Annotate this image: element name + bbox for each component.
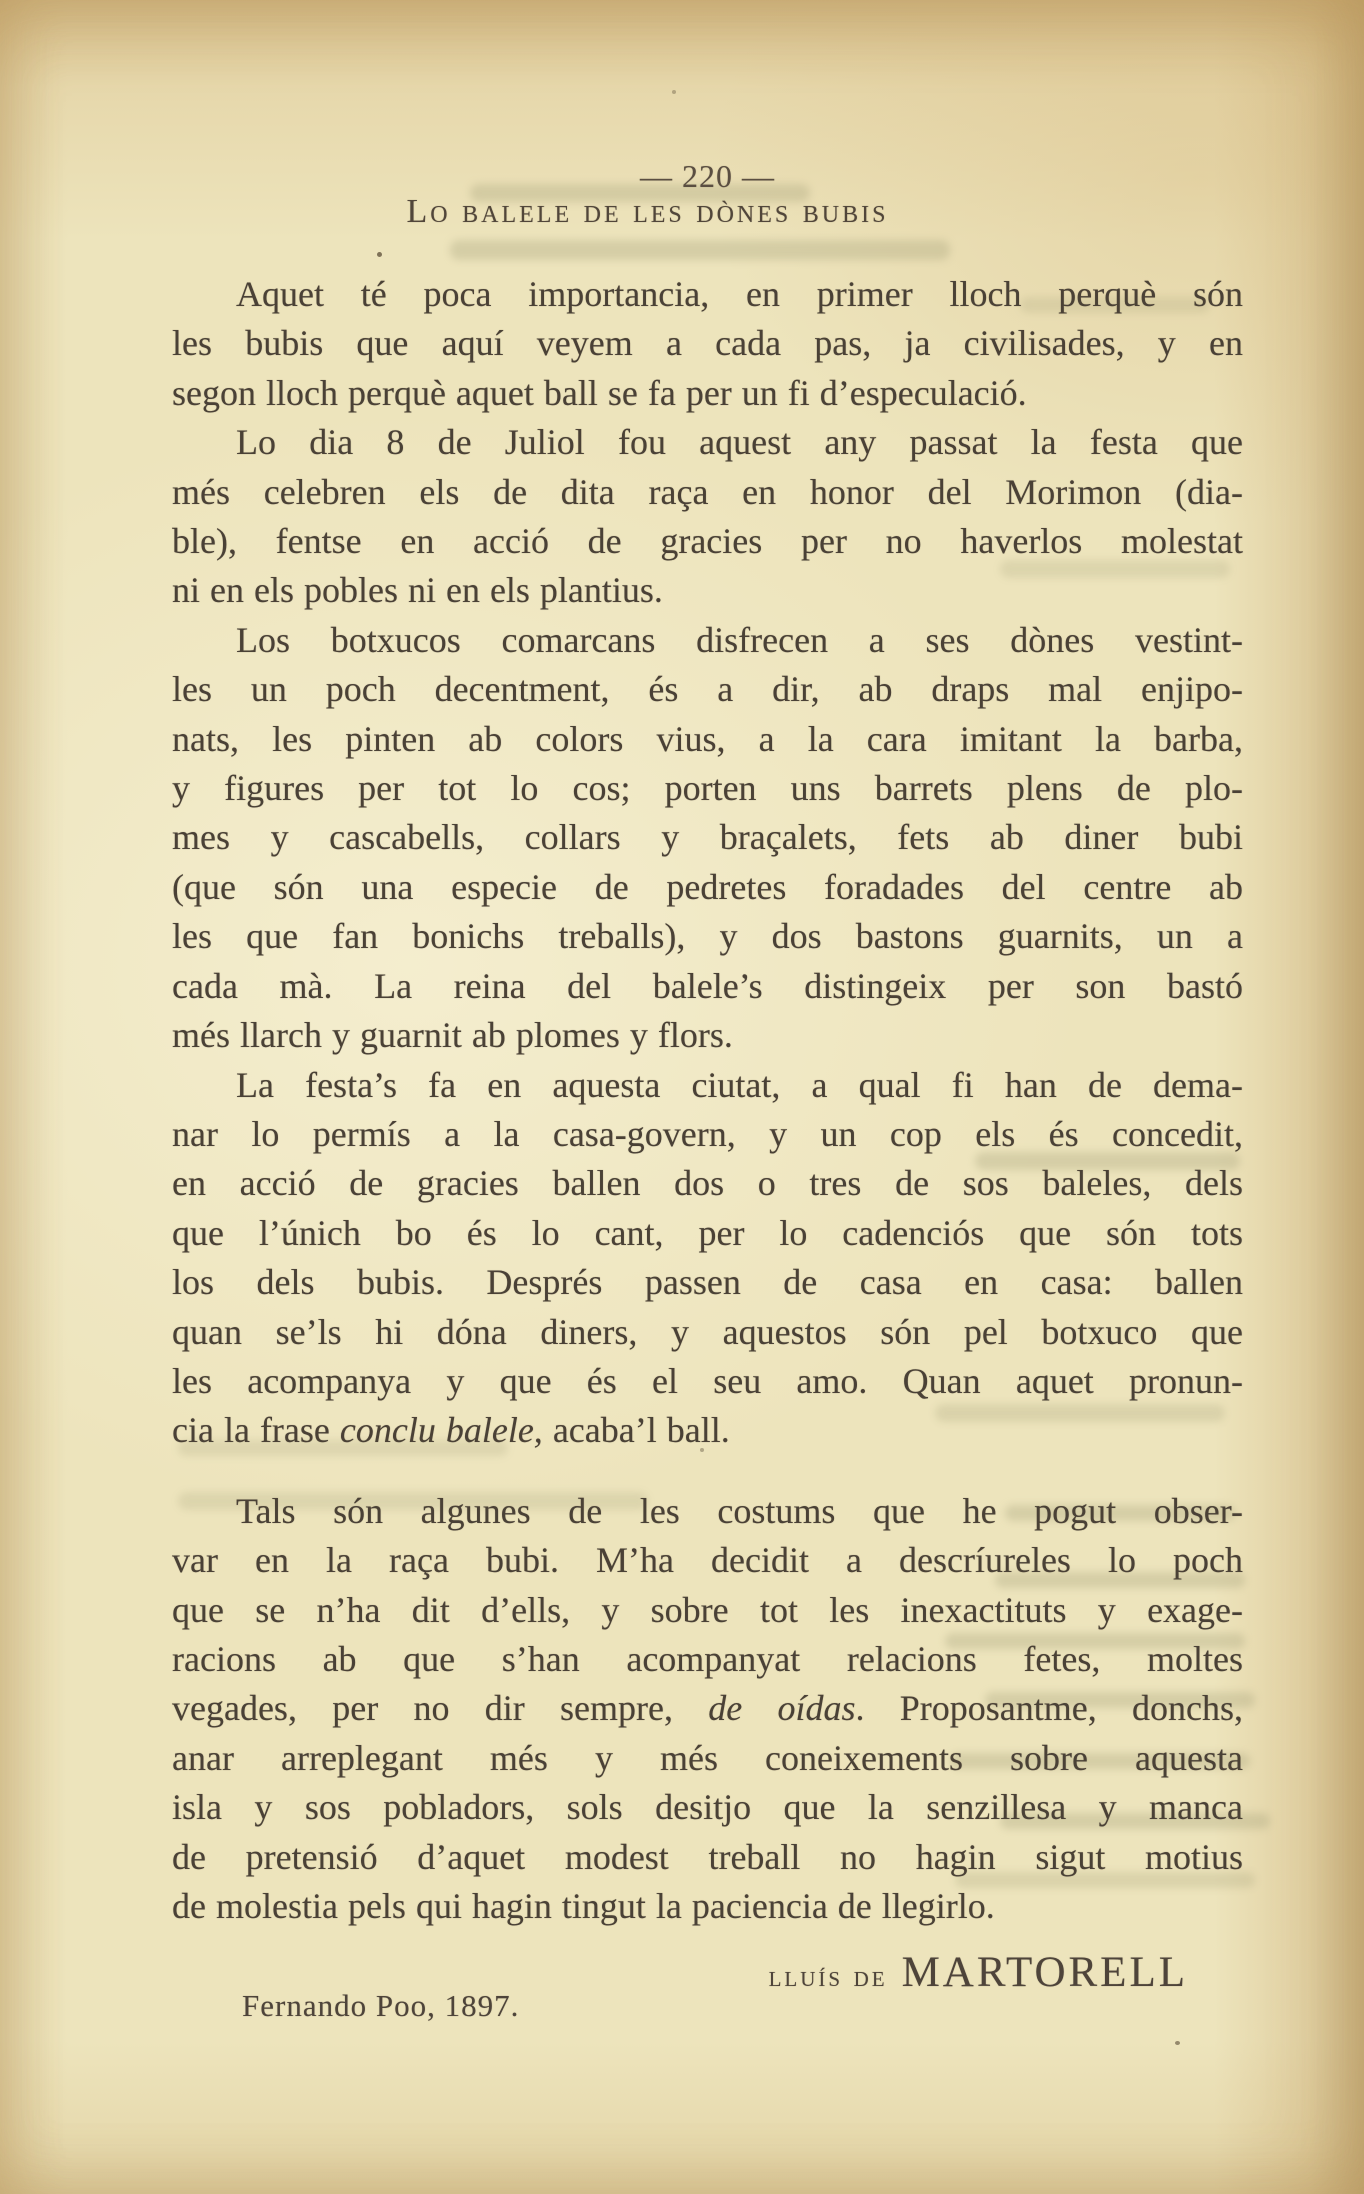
text-line: de molestia pels qui hagin tingut la paciencia de llegirlo. [172, 1886, 995, 1926]
text-line: Los botxucos comarcans disfrecen a ses dònes vestint- [236, 619, 1243, 660]
text-line: mes y cascabells, collars y braçalets, fets ab diner bubi [172, 817, 1243, 858]
author-signature [769, 1948, 1188, 1997]
author-honorific: lluís de [768, 1960, 888, 1993]
page-number: — 220 — [640, 158, 775, 194]
paragraph [172, 270, 1243, 418]
text-line: y figures per tot lo cos; porten uns barrets plens de plo- [172, 768, 1243, 809]
text-line: Lo dia 8 de Juliol fou aquest any passat la festa que [236, 422, 1243, 463]
paper-speck [1175, 2041, 1180, 2045]
text-line: segon lloch perquè aquet ball se fa per un fi d’especulació. [172, 372, 1027, 413]
text-line: La festa’s fa en aquesta ciutat, a qual fi han de dema- [236, 1064, 1243, 1105]
text-line: anar arreplegant més y més coneixements sobre aquesta [172, 1737, 1243, 1778]
text-line: vegades, per no dir sempre, de oídas. Proposantme, donchs, [172, 1688, 1243, 1729]
text-line: isla y sos pobladors, sols desitjo que la senzillesa y manca [172, 1787, 1243, 1828]
text-line: les un poch decentment, és a dir, ab draps mal enjipo- [172, 669, 1243, 710]
dateline: Fernando Poo, 1897. [242, 1988, 520, 2023]
text-line: les que fan bonichs treballs), y dos bastons guarnits, un a [172, 916, 1243, 957]
text-line: (que són una especie de pedretes foradades del centre ab [172, 866, 1243, 907]
text-line: Tals són algunes de les costums que he pogut obser- [236, 1490, 1243, 1531]
text-line: més llarch y guarnit ab plomes y flors. [172, 1015, 733, 1056]
paragraph [172, 616, 1243, 1061]
text-line: quan se’ls hi dóna diners, y aquestos són pel botxuco que [172, 1311, 1243, 1352]
text-line: ble), fentse en acció de gracies per no haverlos molestat [172, 521, 1243, 562]
paper-speck [672, 90, 676, 94]
text-line: nar lo permís a la casa-govern, y un cop els és concedit, [172, 1113, 1243, 1154]
text-line: var en la raça bubi. M’ha decidit a descríureles lo poch [172, 1540, 1243, 1581]
text-line: les acompanya y que és el seu amo. Quan aquet pronun- [172, 1360, 1243, 1401]
text-line: racions ab que s’han acompanyat relacions fetes, moltes [172, 1638, 1243, 1679]
text-body [172, 270, 1243, 1931]
paragraph [172, 418, 1243, 616]
text-line: nats, les pinten ab colors vius, a la cara imitant la barba, [172, 718, 1243, 759]
text-line: que l’únich bo és lo cant, per lo cadenciós que són tots [172, 1212, 1243, 1253]
text-line: ni en els pobles ni en els plantius. [172, 570, 663, 611]
text-line: més celebren els de dita raça en honor del Morimon (dia- [172, 471, 1243, 512]
text-line: de pretensió d’aquet modest treball no hagin sigut motius [172, 1836, 1243, 1877]
paragraph [172, 1061, 1243, 1456]
section-heading: Lo balele de les dònes bubis [406, 193, 889, 230]
text-line: Aquet té poca importancia, en primer lloch perquè són [236, 274, 1243, 314]
verso-bleed-smudge [450, 240, 950, 260]
paragraph [172, 1487, 1243, 1932]
text-line: cada mà. La reina del balele’s distingeix per son bastó [172, 965, 1243, 1006]
author-surname: MARTORELL [901, 1949, 1188, 1996]
text-line: les bubis que aquí veyem a cada pas, ja civilisades, y en [172, 323, 1243, 364]
text-line: en acció de gracies ballen dos o tres de sos baleles, dels [172, 1163, 1243, 1204]
text-line: los dels bubis. Després passen de casa en casa: ballen [172, 1262, 1243, 1303]
text-line: cia la frase conclu balele, acaba’l ball. [172, 1410, 730, 1451]
paper-speck [377, 252, 382, 257]
text-line: que se n’ha dit d’ells, y sobre tot les inexactituts y exage- [172, 1589, 1243, 1630]
